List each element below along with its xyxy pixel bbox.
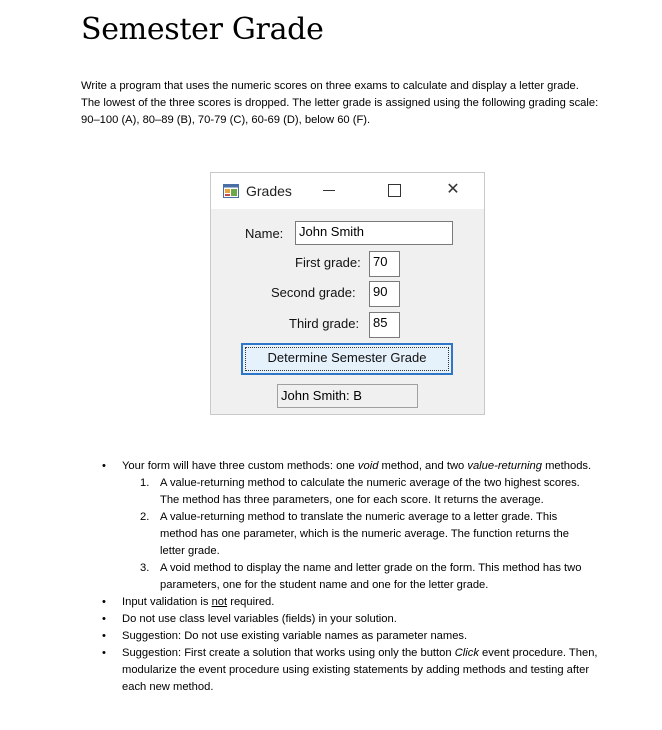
maximize-icon [388,184,401,197]
bullet-icon: • [102,647,106,659]
item-number: 1. [140,477,150,489]
list-text: event procedure. Then, [478,647,598,659]
minimize-icon [323,190,335,191]
minimize-button[interactable] [318,179,340,201]
numbered-item [140,509,637,560]
list-text: Input validation is [122,596,212,608]
list-text: Suggestion: Do not use existing variable names as parameter names. [122,630,468,642]
list-text: The method has three parameters, one for each score. It returns the average. [160,494,544,506]
list-text: Suggestion: First create a solution that works using only the button [122,647,455,659]
bullet-icon: • [102,613,106,625]
list-text: modularize the event procedure using existing statements by adding methods and testing after [122,664,590,676]
determine-grade-button[interactable] [241,343,453,375]
list-text: methods. [542,460,592,472]
list-text-emphasis: value-returning [467,460,542,472]
intro-line: 90–100 (A), 80–89 (B), 70-79 (C), 60-69 (D), below 60 (F). [81,114,371,126]
name-label: Name: [245,226,284,241]
intro-line: The lowest of the three scores is dropped. The letter grade is assigned using the following grading scale: [81,97,599,109]
list-item [102,628,637,645]
grades-form-window [210,172,485,415]
second-grade-label: Second grade: [271,285,356,300]
focus-rectangle [245,347,449,371]
list-text: Do not use class level variables (fields) in your solution. [122,613,397,625]
list-text: each new method. [122,681,214,693]
form-app-icon [223,184,239,198]
bullet-icon: • [102,630,106,642]
document-title: Semester Grade [81,12,324,47]
first-grade-input[interactable]: 70 [369,251,400,277]
bullet-icon: • [102,596,106,608]
list-text: method has one parameter, which is the numeric average. The function returns the [160,528,569,540]
bullet-icon: • [102,460,106,472]
form-title: Grades [246,183,292,199]
third-grade-input[interactable]: 85 [369,312,400,338]
third-grade-label: Third grade: [289,316,360,331]
name-input[interactable]: John Smith [295,221,453,245]
item-number: 3. [140,562,150,574]
list-text: A void method to display the name and letter grade on the form. This method has two [160,562,582,574]
list-text: parameters, one for the student name and one for the letter grade. [160,579,489,591]
list-text: letter grade. [160,545,220,557]
requirements-list [102,458,637,696]
second-grade-input[interactable]: 90 [369,281,400,307]
list-text: method, and two [378,460,468,472]
numbered-item [140,475,637,509]
maximize-button[interactable] [383,179,405,201]
list-text: A value-returning method to calculate the numeric average of the two highest scores. [160,477,580,489]
item-number: 2. [140,511,150,523]
list-text: Your form will have three custom methods: one [122,460,358,472]
form-titlebar [211,173,484,209]
list-item [102,611,637,628]
determine-grade-button-label: Determine Semester Grade [267,350,427,365]
list-text: A value-returning method to translate the numeric average to a letter grade. This [160,511,558,523]
list-text-emphasis: void [357,460,379,472]
list-text: required. [227,596,275,608]
first-grade-label: First grade: [295,255,361,270]
list-item [102,458,637,475]
close-button[interactable] [442,179,464,201]
intro-paragraph [81,78,641,129]
list-item [102,594,637,611]
intro-line: Write a program that uses the numeric scores on three exams to calculate and display a letter grade. [81,80,579,92]
list-text-emphasis: Click [454,647,479,659]
list-text-underline: not [211,596,228,608]
numbered-item [140,560,637,594]
result-label: John Smith: B [277,384,418,408]
close-icon: ✕ [446,181,460,198]
list-item [102,645,637,696]
